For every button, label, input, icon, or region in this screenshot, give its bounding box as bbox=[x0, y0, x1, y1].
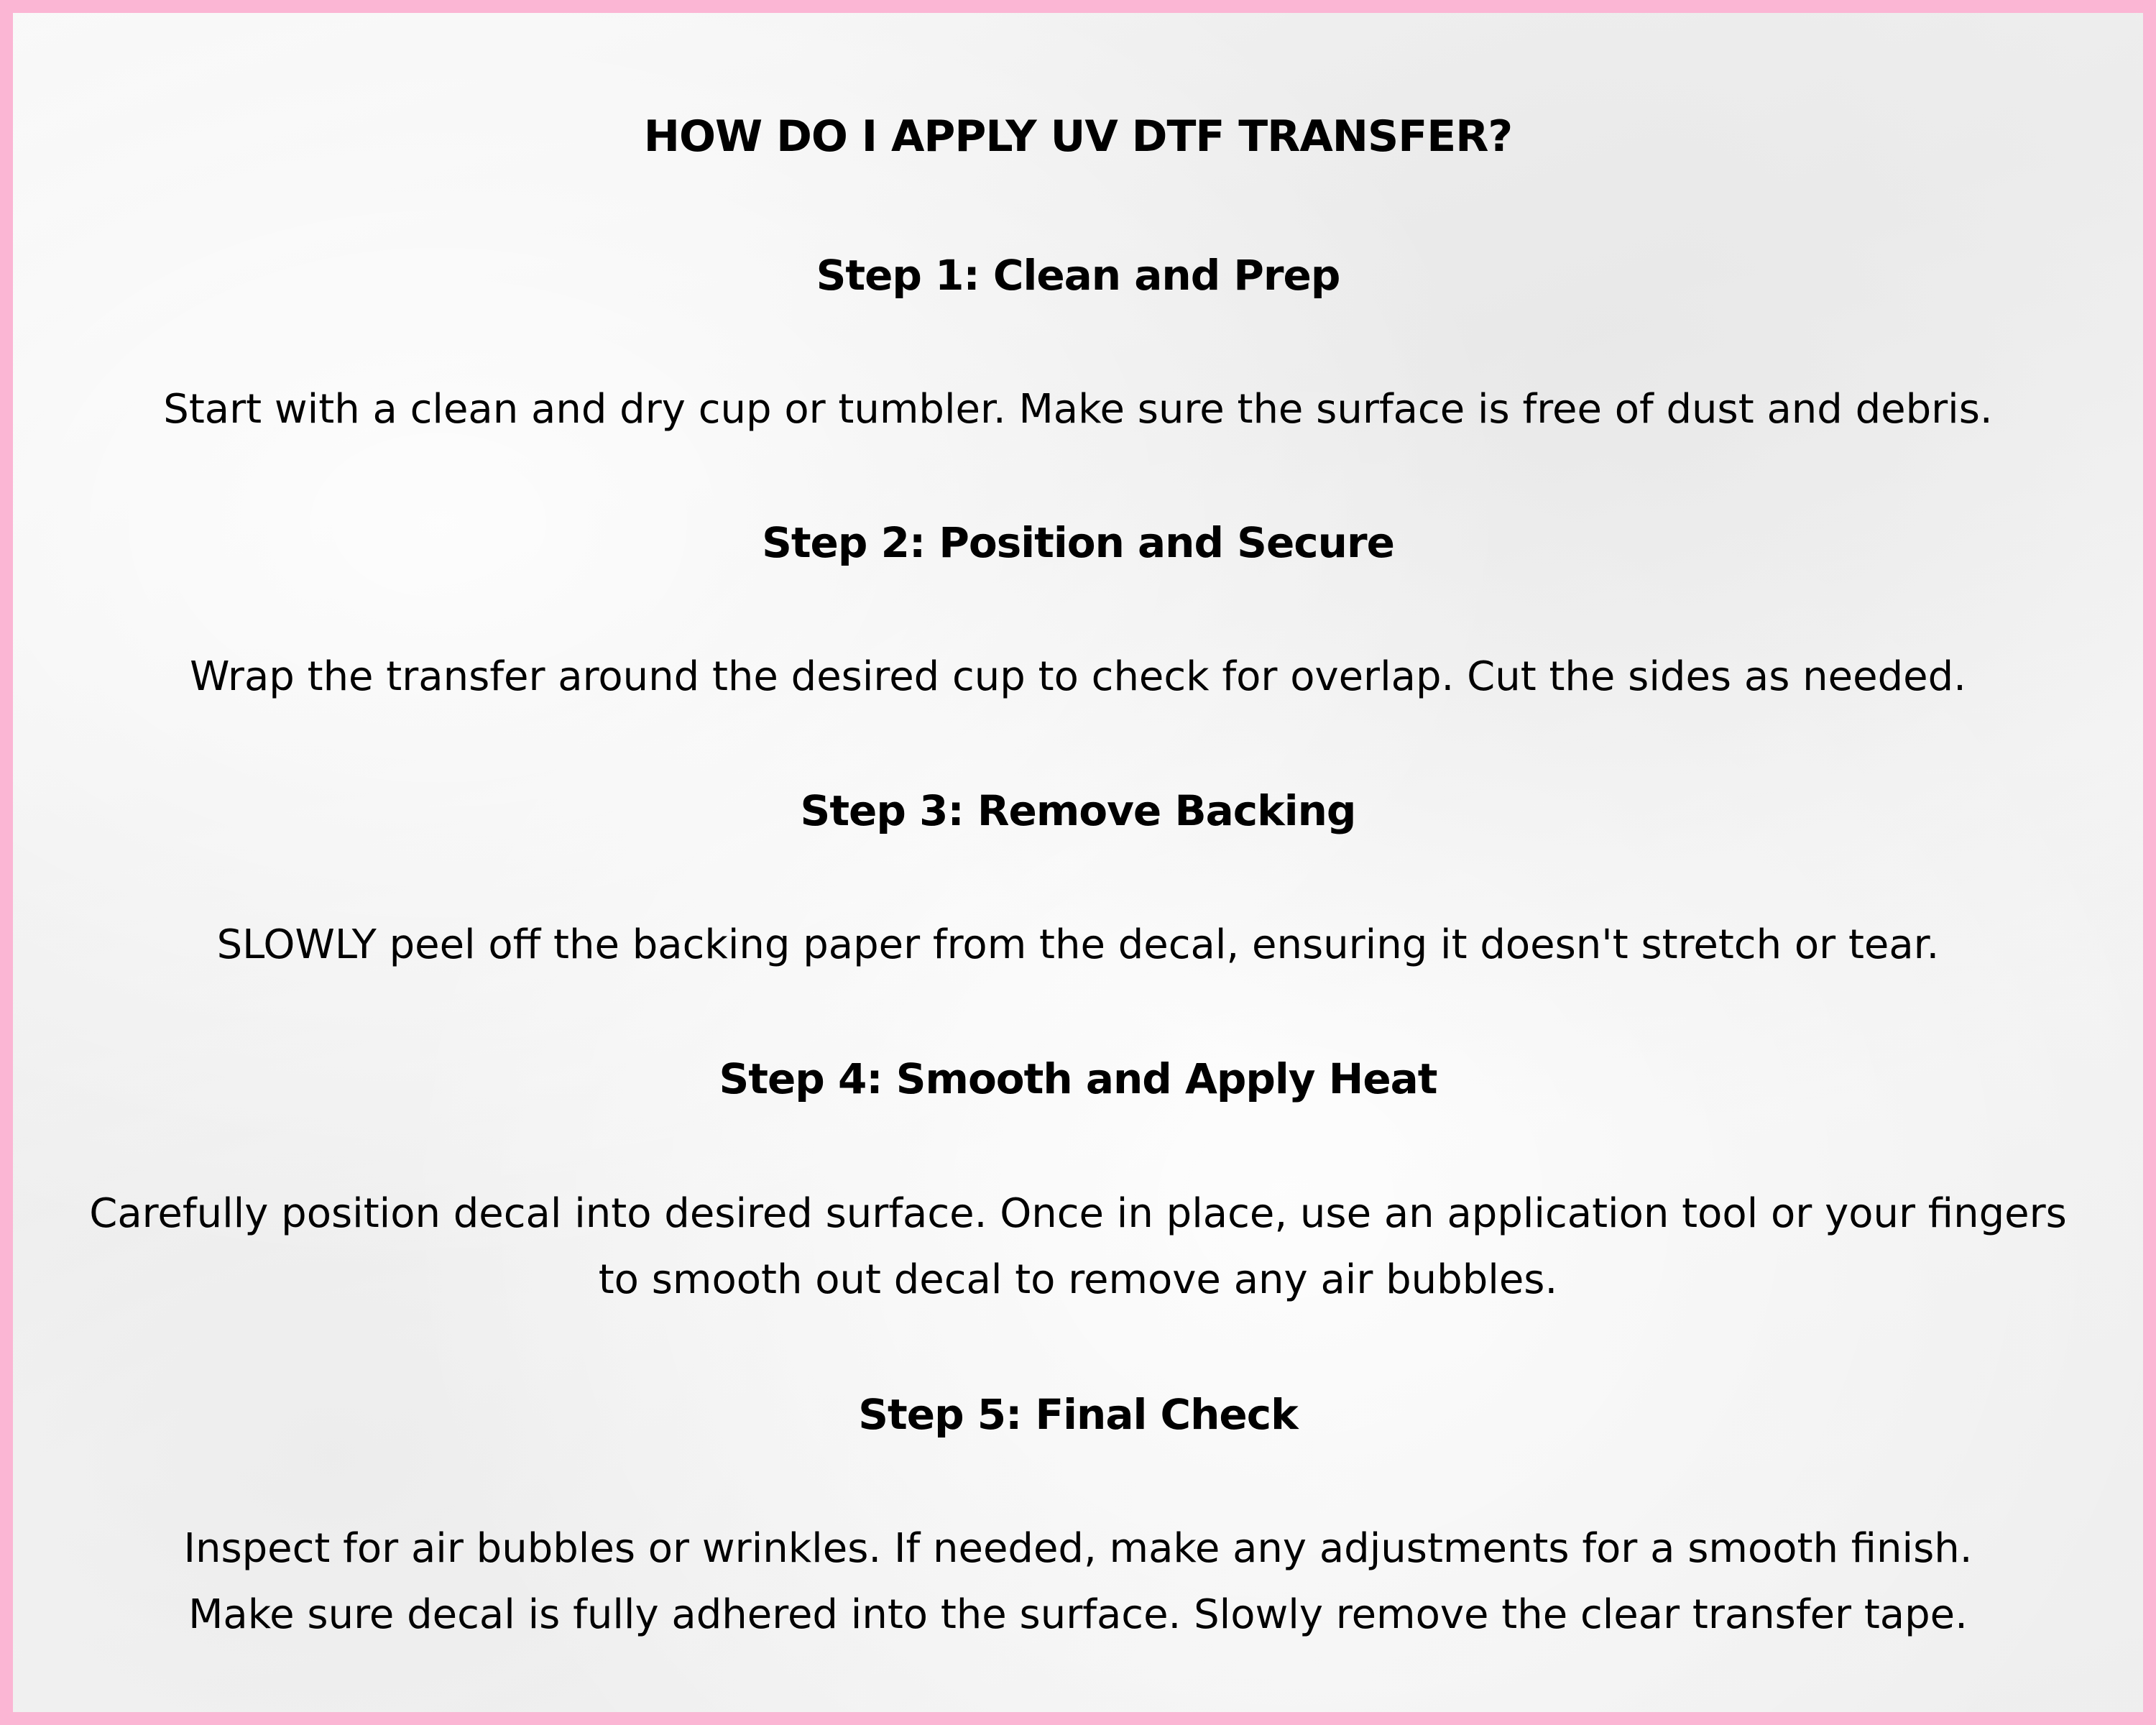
step-1-heading: Step 1: Clean and Prep bbox=[816, 251, 1340, 300]
step-5-heading: Step 5: Final Check bbox=[858, 1390, 1298, 1439]
step-5-text bbox=[56, 1516, 2100, 1648]
step-4-line-2: to smooth out decal to remove any air bubbles. bbox=[598, 1256, 1558, 1303]
step-3-text bbox=[56, 912, 2100, 978]
step-1-text bbox=[56, 377, 2100, 443]
step-4-line-1: Carefully position decal into desired surface. Once in place, use an application tool or your fingers bbox=[89, 1190, 2067, 1237]
step-4-heading: Step 4: Smooth and Apply Heat bbox=[719, 1054, 1437, 1103]
step-4-text bbox=[56, 1181, 2100, 1313]
step-2-text bbox=[56, 644, 2100, 710]
step-1-line-1: Start with a clean and dry cup or tumbler. Make sure the surface is free of dust and debris. bbox=[163, 386, 1993, 433]
step-5-line-1: Inspect for air bubbles or wrinkles. If needed, make any adjustments for a smooth finish. bbox=[183, 1525, 1973, 1572]
step-2-line-1: Wrap the transfer around the desired cup to check for overlap. Cut the sides as needed. bbox=[190, 653, 1966, 700]
step-2-heading: Step 2: Position and Secure bbox=[762, 518, 1394, 567]
step-3-line-1: SLOWLY peel off the backing paper from the decal, ensuring it doesn't stretch or tear. bbox=[216, 921, 1940, 968]
page-title: HOW DO I APPLY UV DTF TRANSFER? bbox=[643, 111, 1513, 162]
step-3-heading: Step 3: Remove Backing bbox=[800, 786, 1356, 835]
step-5-line-2: Make sure decal is fully adhered into the surface. Slowly remove the clear transfer tape. bbox=[188, 1591, 1968, 1638]
